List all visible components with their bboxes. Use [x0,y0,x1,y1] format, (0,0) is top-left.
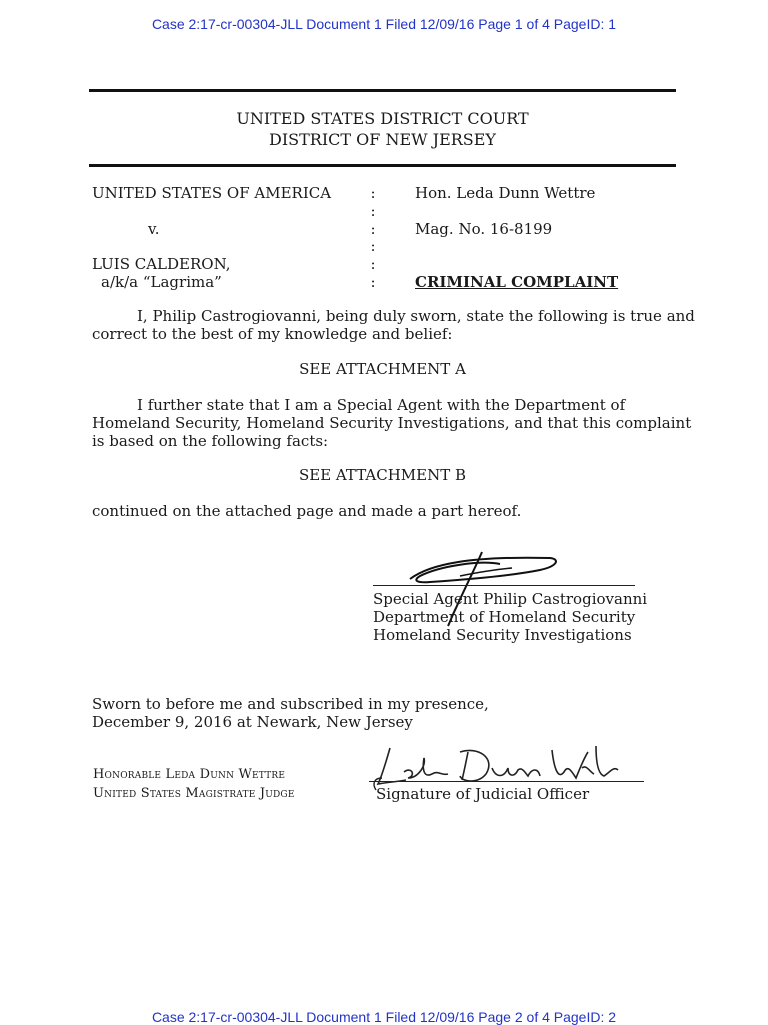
para2-line3: is based on the following facts: [92,432,329,450]
attachment-a: SEE ATTACHMENT A [299,360,466,378]
para1-line2: correct to the best of my knowledge and belief: [92,325,453,343]
sworn-date: December 9, 2016 at Newark, New Jersey [92,713,413,731]
court-district: DISTRICT OF NEW JERSEY [268,130,496,149]
para2-line1: I further state that I am a Special Agent with the Department of [137,396,626,414]
continued-text: continued on the attached page and made a part hereof. [92,502,522,520]
top-rule [89,89,676,92]
agent-signature-line [373,585,635,586]
caption-versus: v. [148,220,160,238]
agent-name: Special Agent Philip Castrogiovanni [373,590,648,608]
sworn-line1: Sworn to before me and subscribed in my presence, [92,695,489,713]
caption-colon: : [370,255,376,273]
judge-name: Honorable Leda Dunn Wettre [93,767,286,782]
judge-signature-label: Signature of Judicial Officer [376,785,590,803]
caption-colon: : [370,184,376,202]
filing-stamp-top: Case 2:17-cr-00304-JLL Document 1 Filed 12/09/16 Page 1 of 4 PageID: 1 [151,16,617,32]
bottom-rule [89,164,676,167]
agent-department: Department of Homeland Security [373,608,636,626]
caption-judge: Hon. Leda Dunn Wettre [415,184,596,202]
para1-line1: I, Philip Castrogiovanni, being duly sworn, state the following is true and [137,307,695,325]
caption-defendant: LUIS CALDERON, [92,255,231,273]
caption-colon: : [370,273,376,291]
caption-plaintiff: UNITED STATES OF AMERICA [92,184,332,202]
agent-unit: Homeland Security Investigations [373,626,632,644]
caption-colon: : [370,220,376,238]
judge-signature-line [369,781,644,782]
attachment-b: SEE ATTACHMENT B [298,466,467,484]
para2-line2: Homeland Security, Homeland Security Investigations, and that this complaint [92,414,692,432]
caption-doc-type: CRIMINAL COMPLAINT [415,273,619,291]
caption-colon: : [370,237,376,255]
filing-stamp-bottom: Case 2:17-cr-00304-JLL Document 1 Filed 12/09/16 Page 2 of 4 PageID: 2 [151,1009,617,1025]
caption-mag-no: Mag. No. 16-8199 [415,220,553,238]
court-name: UNITED STATES DISTRICT COURT [236,109,529,128]
caption-colon: : [370,202,376,220]
judge-title: United States Magistrate Judge [93,786,295,801]
caption-alias: a/k/a “Lagrima” [101,273,222,291]
